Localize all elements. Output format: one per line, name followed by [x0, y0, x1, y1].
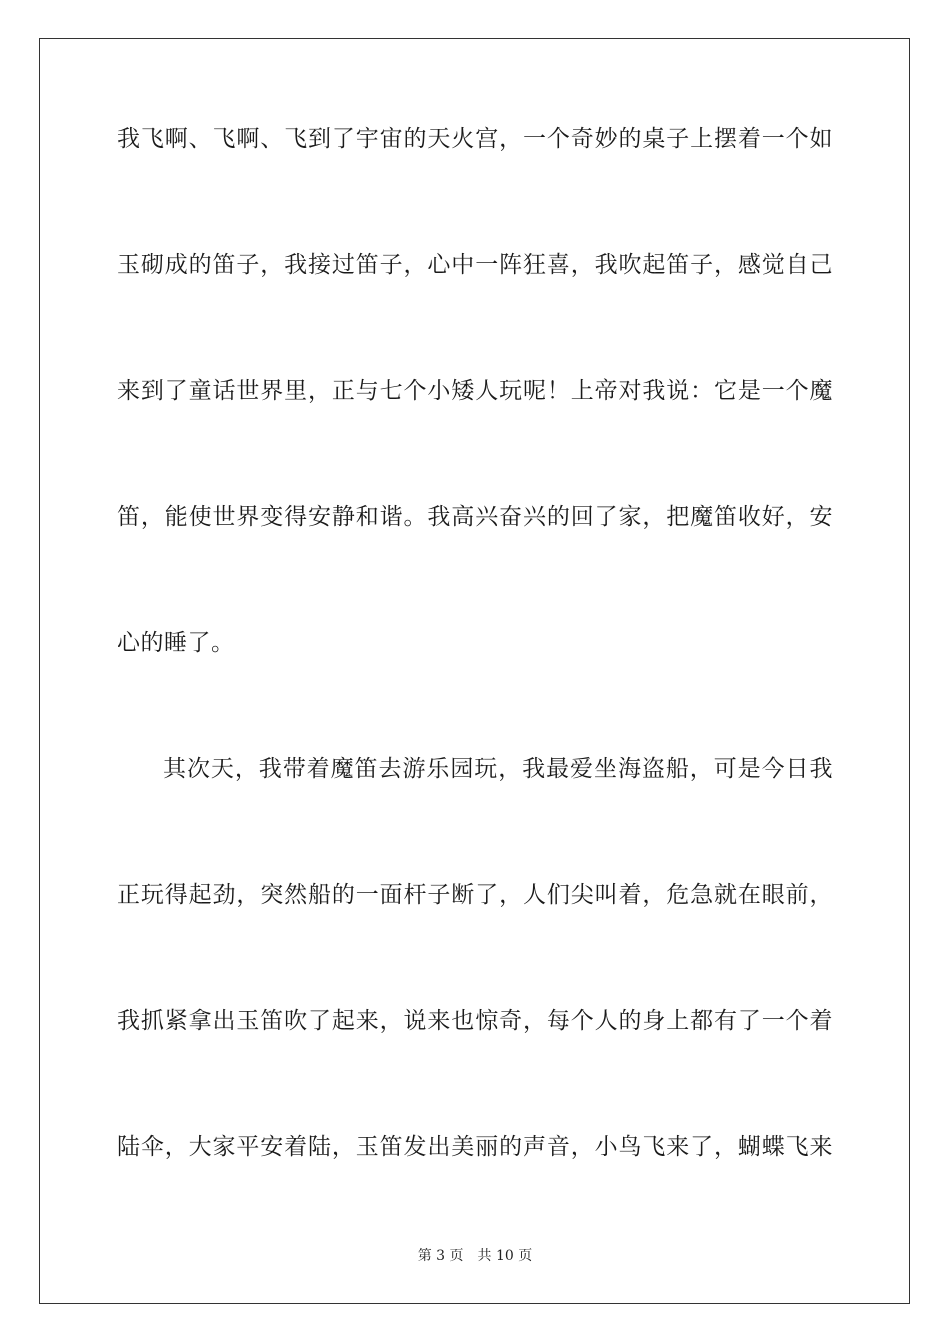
- page-total: 共 10 页: [477, 1248, 533, 1264]
- text-line: 我抓紧拿出玉笛吹了起来，说来也惊奇，每个人的身上都有了一个着: [117, 1008, 833, 1034]
- document-body: [117, 118, 833, 1252]
- page-number: 第 3 页: [417, 1248, 464, 1264]
- text-line: 陆伞，大家平安着陆，玉笛发出美丽的声音，小鸟飞来了，蝴蝶飞来: [117, 1134, 833, 1160]
- text-line: 我飞啊、飞啊、飞到了宇宙的天火宫，一个奇妙的桌子上摆着一个如: [117, 126, 833, 152]
- text-line: 笛，能使世界变得安静和谐。我高兴奋兴的回了家，把魔笛收好，安: [117, 504, 833, 530]
- text-line: 正玩得起劲，突然船的一面杆子断了，人们尖叫着，危急就在眼前，: [117, 882, 833, 908]
- page-footer: [0, 1245, 950, 1265]
- text-line: 心的睡了。: [117, 630, 235, 656]
- text-line: 玉砌成的笛子，我接过笛子，心中一阵狂喜，我吹起笛子，感觉自己: [117, 252, 833, 278]
- text-line: 来到了童话世界里，正与七个小矮人玩呢！上帝对我说：它是一个魔: [117, 378, 833, 404]
- paragraph-first-line: 其次天，我带着魔笛去游乐园玩，我最爱坐海盗船，可是今日我: [163, 756, 833, 782]
